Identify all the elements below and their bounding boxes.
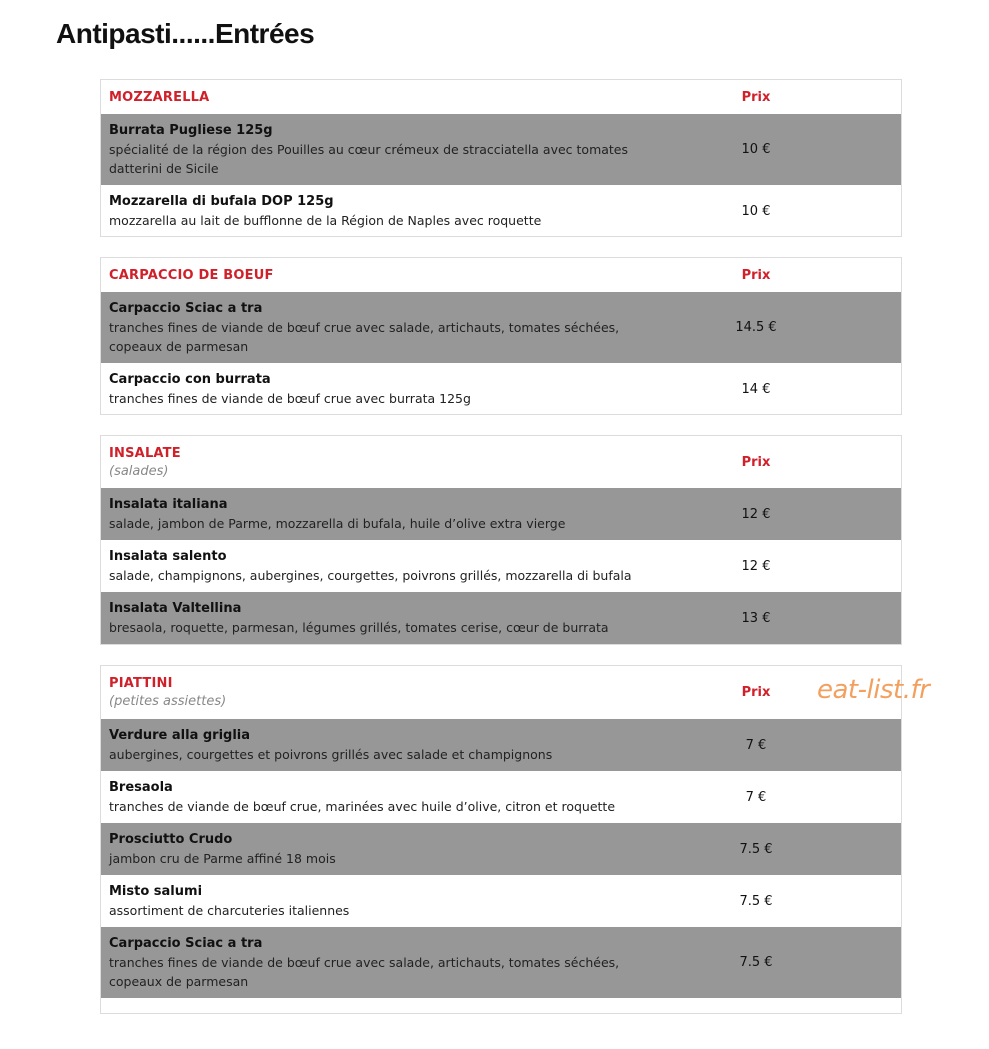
item-description: spécialité de la région des Pouilles au cœur crémeux de stracciatella avec tomates datterini de Sicile — [109, 141, 629, 176]
item-price: 12 € — [741, 506, 771, 522]
item-price: 14.5 € — [735, 320, 777, 335]
menu-item — [101, 875, 901, 927]
section-header — [101, 258, 901, 292]
item-description: jambon cru de Parme affiné 18 mois — [109, 850, 336, 866]
item-description: bresaola, roquette, parmesan, légumes grillés, tomates cerise, cœur de burrata — [109, 619, 609, 635]
item-price: 10 € — [741, 203, 771, 219]
item-description: salade, jambon de Parme, mozzarella di bufala, huile d’olive extra vierge — [109, 515, 566, 531]
page-title: Antipasti......Entrées — [56, 18, 315, 49]
price-column-header: Prix — [741, 454, 771, 470]
price-column-header: Prix — [741, 267, 771, 283]
item-description: assortiment de charcuteries italiennes — [109, 902, 350, 918]
item-name: Verdure alla griglia — [109, 727, 251, 743]
menu-item — [101, 823, 901, 875]
item-price: 10 € — [741, 142, 771, 157]
item-name: Misto salumi — [109, 883, 203, 899]
section-title: CARPACCIO DE BOEUF — [109, 267, 274, 283]
item-price: 7.5 € — [739, 841, 773, 857]
item-price: 13 € — [741, 610, 771, 626]
item-name: Burrata Pugliese 125g — [109, 122, 273, 138]
menu-item — [101, 592, 901, 644]
section-subtitle: (petites assiettes) — [109, 694, 227, 709]
section-title: MOZZARELLA — [109, 89, 210, 105]
price-column-header: Prix — [741, 685, 771, 700]
section-header — [101, 436, 901, 488]
item-price: 7 € — [745, 737, 767, 753]
section-title: INSALATE — [109, 445, 181, 461]
menu-item — [101, 488, 901, 540]
menu-item — [101, 363, 901, 415]
section-title: PIATTINI — [109, 676, 173, 691]
item-name: Prosciutto Crudo — [109, 831, 233, 847]
item-name: Carpaccio con burrata — [109, 371, 271, 387]
section-subtitle: (salades) — [109, 463, 169, 479]
menu-item — [101, 540, 901, 592]
item-description: tranches fines de viande de bœuf crue avec burrata 125g — [109, 390, 471, 406]
price-column-header: Prix — [741, 89, 771, 105]
item-description: salade, champignons, aubergines, courgettes, poivrons grillés, mozzarella di bufala — [109, 567, 632, 583]
section-header — [101, 80, 901, 114]
watermark: eat-list.fr — [817, 675, 930, 705]
item-name: Insalata italiana — [109, 496, 228, 512]
menu-item — [101, 114, 901, 185]
section-carpaccio — [100, 257, 902, 415]
item-description: aubergines, courgettes et poivrons grillés avec salade et champignons — [109, 746, 553, 762]
item-price: 14 € — [741, 381, 771, 397]
item-description: tranches de viande de bœuf crue, marinées avec huile d’olive, citron et roquette — [109, 798, 616, 814]
item-name: Insalata salento — [109, 548, 227, 564]
item-name: Carpaccio Sciac a tra — [109, 935, 263, 951]
item-description: tranches fines de viande de bœuf crue avec salade, artichauts, tomates séchées, copeaux de parmesan — [109, 954, 620, 989]
section-piattini — [100, 665, 902, 1014]
item-name: Insalata Valtellina — [109, 600, 242, 616]
menu-item — [101, 927, 901, 998]
menu-item — [101, 719, 901, 771]
item-price: 12 € — [741, 558, 771, 574]
item-price: 7.5 € — [739, 893, 773, 909]
item-name: Mozzarella di bufala DOP 125g — [109, 193, 334, 209]
section-insalate — [100, 435, 902, 645]
menu-item — [101, 771, 901, 823]
item-description: mozzarella au lait de bufflonne de la Région de Naples avec roquette — [109, 212, 542, 228]
item-price: 7 € — [745, 789, 767, 805]
item-price: 7.5 € — [739, 955, 773, 970]
item-name: Bresaola — [109, 779, 173, 795]
section-header — [101, 666, 901, 719]
menu-item — [101, 185, 901, 237]
section-mozzarella — [100, 79, 902, 237]
item-name: Carpaccio Sciac a tra — [109, 300, 263, 316]
item-description: tranches fines de viande de bœuf crue avec salade, artichauts, tomates séchées, copeaux de parmesan — [109, 319, 620, 354]
menu-item — [101, 292, 901, 363]
